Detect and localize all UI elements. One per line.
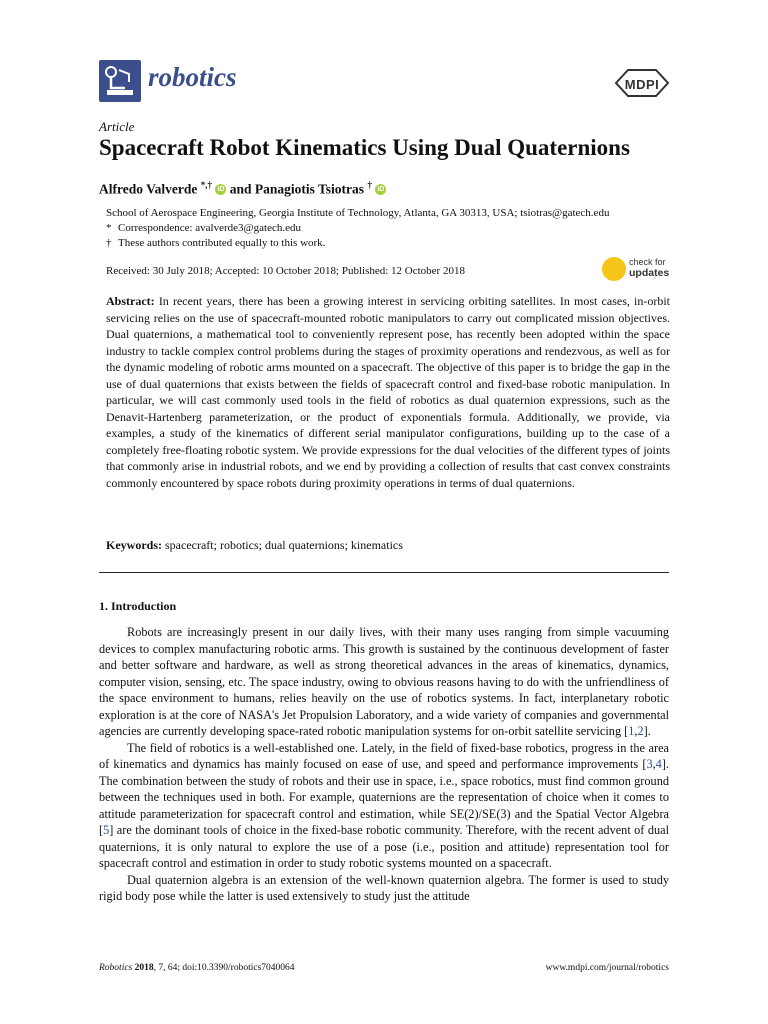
correspondence: Correspondence: avalverde3@gatech.edu — [118, 222, 301, 234]
paragraph — [99, 740, 669, 872]
abstract-label: Abstract: — [106, 294, 155, 308]
equal-contribution-line — [106, 236, 609, 251]
keywords-text: spacecraft; robotics; dual quaternions; kinematics — [165, 538, 403, 552]
section-heading: 1. Introduction — [99, 599, 177, 613]
citation-link[interactable]: 3 — [646, 757, 653, 771]
check-updates-icon — [602, 257, 626, 281]
check-updates-line2: updates — [629, 267, 670, 279]
paragraph-text: ]. The combination between the study of robots and their use in space, i.e., space robotics, must find common ground between the techniques used in both. For example, quaternions are the representation of choice when it comes to attitude parameterization for spacecraft control and estimation, while SE(2)/SE(3) and the Spatial Vector Algebra [ — [99, 757, 669, 837]
author-name: Panagiotis Tsiotras — [254, 181, 365, 197]
divider — [99, 572, 669, 573]
keywords-label: Keywords: — [106, 538, 162, 552]
article-title: Spacecraft Robot Kinematics Using Dual Quaternions — [99, 135, 630, 160]
correspondence-mark: * — [106, 222, 112, 234]
journal-logo — [99, 60, 141, 102]
publisher-name: MDPI — [624, 77, 660, 92]
paragraph: Dual quaternion algebra is an extension of the well-known quaternion algebra. The former is used to study rigid body pose while the latter is used extensively to study just the attitude — [99, 872, 669, 903]
paragraph-text: ]. — [643, 724, 651, 738]
affiliation: School of Aerospace Engineering, Georgia Institute of Technology, Atlanta, GA 30313, USA; tsiotras@gatech.edu — [106, 207, 610, 219]
author-name: Alfredo Valverde — [99, 181, 198, 197]
correspondence-line — [106, 221, 609, 236]
footer-citation-rest: , 7, 64; doi:10.3390/robotics7040064 — [153, 963, 295, 973]
footer-journal: Robotics — [99, 963, 133, 973]
equal-contribution-mark: † — [106, 237, 112, 249]
citation-link[interactable]: 1 — [628, 724, 635, 738]
paragraph — [99, 624, 669, 740]
footer-url[interactable]: www.mdpi.com/journal/robotics — [545, 963, 669, 973]
citation-separator: , — [652, 757, 656, 771]
check-updates-line1: check for — [629, 257, 666, 267]
check-for-updates-badge[interactable] — [602, 255, 682, 283]
author-connector: and — [229, 181, 252, 197]
citation-link[interactable]: 5 — [103, 823, 110, 837]
publication-dates: Received: 30 July 2018; Accepted: 10 October 2018; Published: 12 October 2018 — [106, 265, 465, 277]
citation-separator: , — [634, 724, 638, 738]
publisher-logo — [614, 68, 670, 98]
citation-link[interactable]: 2 — [637, 724, 644, 738]
abstract — [106, 293, 670, 491]
paragraph-text: ] are the dominant tools of choice in the fixed-base robotic community. Therefore, with the recent advent of dual quaternions, it is only natural to explore the use of a pose (i.e., position and attitude) representation tool for spacecraft control and estimation in order to study robotic systems mounted on a spacecraft. — [99, 823, 669, 870]
paragraph-text: The field of robotics is a well-established one. Lately, in the field of fixed-base robotics, progress in the area of kinematics and dynamics has mainly focused on ease of use, and speed and performance improvements [ — [99, 740, 669, 771]
footer-citation — [99, 963, 295, 973]
author-marks: *,† — [200, 180, 212, 190]
citation-link[interactable]: 4 — [655, 757, 662, 771]
affiliations — [106, 206, 609, 251]
paragraph-text: Robots are increasingly present in our daily lives, with their many uses ranging from simple vacuuming devices to complex manufacturing robotic arms. This growth is sustained by the continuous development of faster and better software and hardware, as well as strong theoretical advances in the areas of kinematics, dynamics, computer vision, sensing, etc. The space industry, owing to obvious reasons having to do with the unfriendliness of the space environment to humans, relies heavily on the use of robotics systems. In fact, interplanetary robotic exploration is at the core of NASA's Jet Propulsion Laboratory, and a wide variety of companies and governmental agencies are currently developing space-rated robotic manipulation systems for on-orbit satellite servicing [ — [99, 625, 669, 738]
robotic-arm-icon — [99, 60, 141, 102]
orcid-icon[interactable]: iD — [217, 185, 225, 193]
keywords — [106, 538, 403, 553]
abstract-text: In recent years, there has been a growing interest in servicing orbiting satellites. In most cases, in-orbit servicing relies on the use of spacecraft-mounted robotic manipulators to carry out complicated mission objectives. Dual quaternions, a mathematical tool to conveniently represent pose, has recently been adopted within the space industry to tackle complex control problems during the stages of proximity operations and rendezvous, as well as for the dynamic modeling of robotic arms mounted on a spacecraft. The objective of this paper is to bridge the gap in the use of dual quaternions that exists between the fields of spacecraft control and fixed-base robotic manipulation. In particular, we will cast commonly used tools in the field of robotics as dual quaternion expressions, such as the Denavit-Hartenberg parameterization, or the product of exponentials formula. Additionally, we provide, via examples, a study of the kinematics of different serial manipulator configurations, building up to the case of a completely free-floating robotic system. We provide expressions for the dual velocities of the different types of joints that commonly arise in industrial robots, and we end by providing a collection of results that cast convex constraints commonly encountered by space robots during proximity operations in terms of dual quaternions. — [106, 294, 671, 490]
author-marks: † — [367, 180, 372, 190]
footer-year: 2018 — [134, 963, 154, 973]
equal-contribution: These authors contributed equally to this work. — [118, 237, 326, 249]
orcid-icon[interactable]: iD — [377, 185, 385, 193]
journal-name: robotics — [148, 62, 237, 92]
section-body — [99, 624, 669, 905]
article-type: Article — [99, 119, 135, 134]
author-list — [99, 180, 386, 198]
